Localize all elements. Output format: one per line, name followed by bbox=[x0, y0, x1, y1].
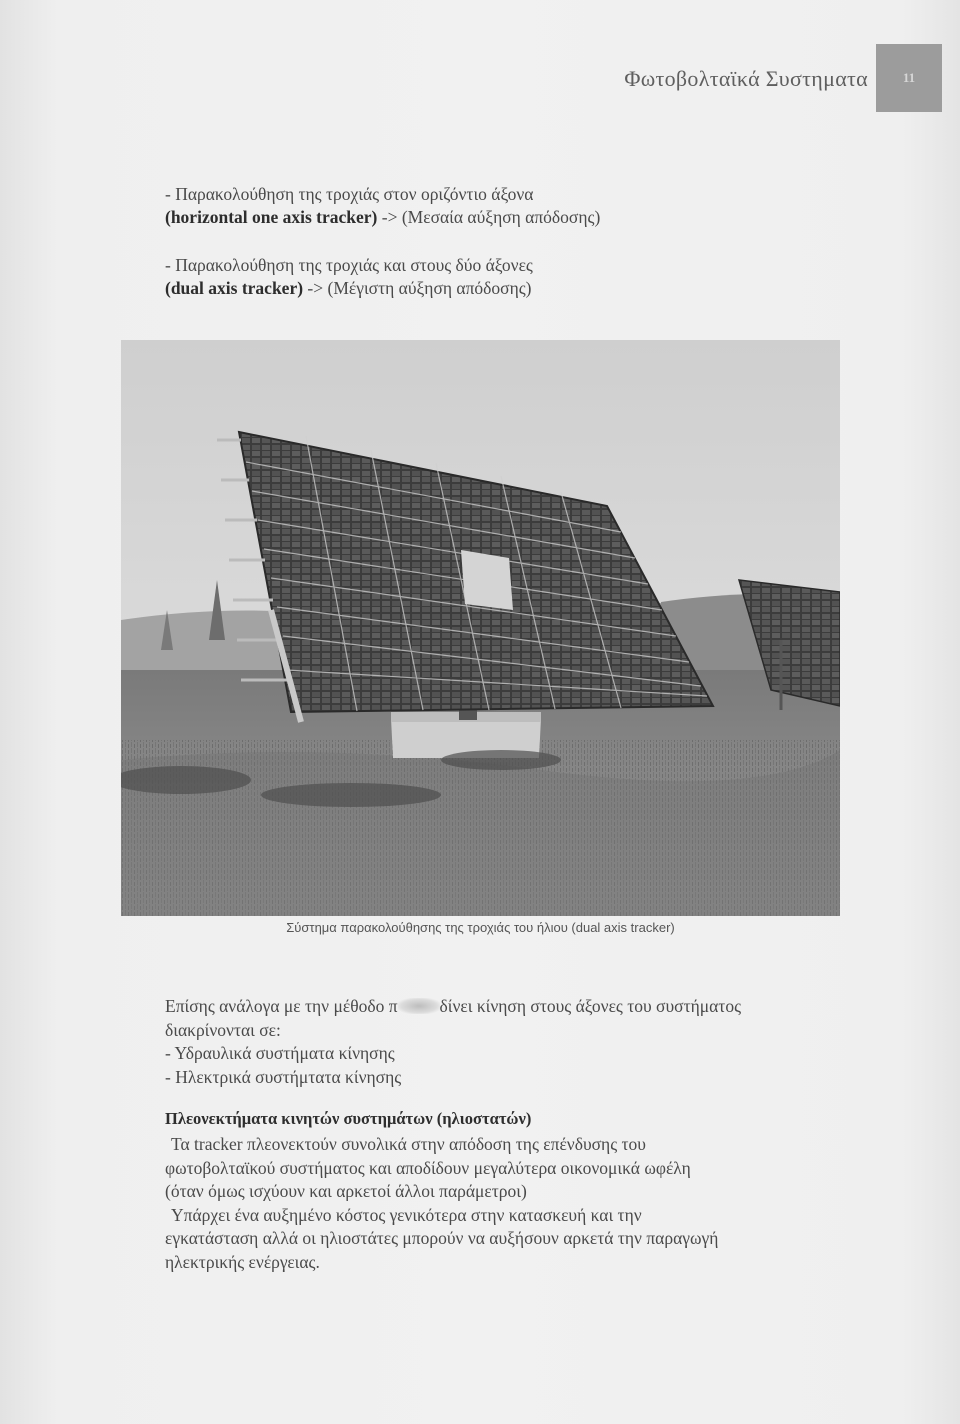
tracker-type-term: (dual axis tracker) bbox=[165, 278, 304, 298]
tracker-type-line bbox=[165, 277, 533, 300]
advantages-line bbox=[165, 1204, 865, 1228]
advantages-line: (όταν όμως ισχύουν και αρκετοί άλλοι παράμετροι) bbox=[165, 1181, 527, 1201]
tracker-type-horizontal bbox=[165, 183, 600, 229]
motion-intro-line bbox=[165, 995, 865, 1019]
smudged-text bbox=[398, 998, 440, 1014]
tracker-type-line bbox=[165, 206, 600, 229]
tracker-type-line: - Παρακολούθηση της τροχιάς και στους δύο άξονες bbox=[165, 255, 533, 275]
motion-systems-paragraph bbox=[165, 995, 865, 1089]
motion-intro-line: διακρίνονται σε: bbox=[165, 1019, 281, 1040]
advantages-paragraph bbox=[165, 1133, 865, 1274]
advantages-line bbox=[165, 1133, 865, 1157]
photo-caption: Σύστημα παρακολούθησης της τροχιάς του ήλιου (dual axis tracker) bbox=[286, 920, 675, 935]
page-header-title: Φωτοβολταϊκά Συστηματα bbox=[624, 66, 868, 91]
motion-intro-part1: Επίσης ανάλογα με την μέθοδο π bbox=[165, 996, 398, 1016]
advantages-line: ηλεκτρικής ενέργειας. bbox=[165, 1251, 320, 1272]
tracker-type-term: (horizontal one axis tracker) bbox=[165, 207, 378, 227]
advantages-line: φωτοβολταϊκού συστήματος και αποδίδουν μεγαλύτερα οικονομικά ωφέλη bbox=[165, 1157, 691, 1178]
advantages-line: εγκατάσταση αλλά οι ηλιοστάτες μπορούν να αυξήσουν αρκετά την παραγωγή bbox=[165, 1228, 719, 1248]
motion-type-item: - Ηλεκτρικά συστήμτατα κίνησης bbox=[165, 1066, 402, 1087]
advantages-line-text: Υπάρχει ένα αυξημένο κόστος γενικότερα στην κατασκευή και την bbox=[171, 1204, 642, 1225]
tracker-type-line: - Παρακολούθηση της τροχιάς στον οριζόντιο άξονα bbox=[165, 184, 534, 204]
tracker-type-result: -> (Μεσαία αύξηση απόδοσης) bbox=[377, 207, 601, 227]
tracker-type-result: -> (Μέγιστη αύξηση απόδοσης) bbox=[303, 278, 532, 298]
advantages-line-text: Τα tracker πλεονεκτούν συνολικά στην απόδοση της επένδυσης του bbox=[171, 1134, 646, 1154]
solar-tracker-illustration bbox=[121, 340, 840, 916]
solar-tracker-photo bbox=[121, 340, 840, 916]
page-number-badge bbox=[876, 44, 942, 112]
advantages-heading: Πλεονεκτήματα κινητών συστημάτων (ηλιοστατών) bbox=[165, 1109, 532, 1128]
page-number: 11 bbox=[902, 70, 916, 85]
tracker-type-dual bbox=[165, 254, 533, 300]
motion-intro-part2: δίνει κίνηση στους άξονες του συστήματος bbox=[439, 996, 742, 1016]
motion-type-item: - Υδραυλικά συστήματα κίνησης bbox=[165, 1043, 395, 1063]
